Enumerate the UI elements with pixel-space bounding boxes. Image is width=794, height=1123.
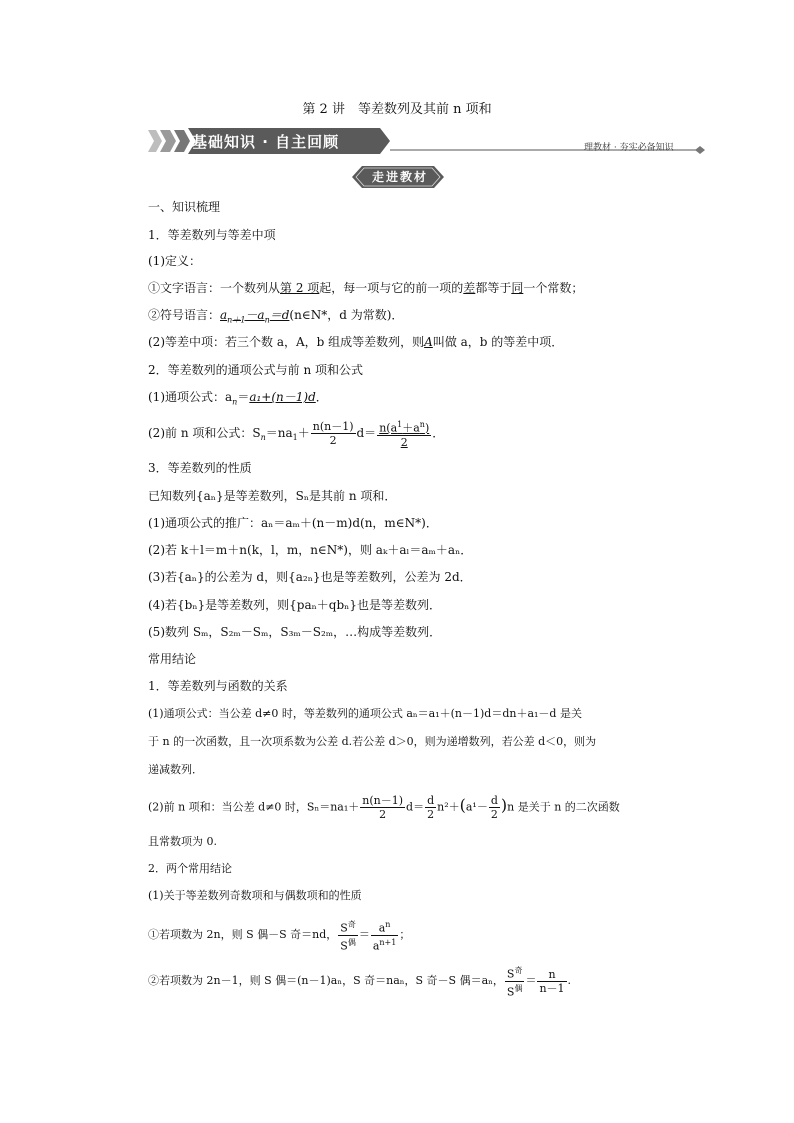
c1-paragraph-2b: 且常数项为 0. <box>148 835 217 848</box>
s1-symbolic: ②符号语言：$a_{n+1}-a_n=d(n\in N*$，d 为常数)． <box>148 308 404 325</box>
s2-general-term: (1)通项公式：$a_n=a_1+(n-1)d$． <box>148 390 328 407</box>
c1-paragraph-1b: 于 n 的一次函数，且一次项系数为公差 d.若公差 d＞0，则为递增数列，若公差 d＜0，则为 <box>148 735 597 748</box>
s1-text: ①文字语言：一个数列从第 2 项起，每一项与它的前一项的差都等于同一个常数； <box>148 281 584 295</box>
c2-paragraph-3: ②若项数为 2n－1，则 S 偶＝(n－1)aₙ，S 奇＝naₙ，S 奇－S 偶＝aₙ， $\frac{S^奇}{S^偶}$ ＝ $\frac{n}{n-1}$ . <box>148 966 572 999</box>
s3-property-2: (2)若 k＋l＝m＋n(k，l，m，n∈N*)，则 aₖ＋aₗ＝aₘ＋aₙ． <box>148 543 473 557</box>
s2-sum-formula: (2)前 n 项和公式：$S_n=na_1+$ $\frac{n(n-1)}{2}$ d＝ $\frac{n(a^1+a^n)}{2}$ ． <box>148 419 445 449</box>
page-title: 第 2 讲 等差数列及其前 n 项和 <box>302 102 492 117</box>
c1-paragraph-2: (2)前 n 项和：当公差 d≠0 时，Sₙ＝na₁＋ $\frac{n(n-1)}{2}$ d＝ $\frac{d}{2}$ n²＋(a¹－ $\frac{d}{2}$ )n 是关于 n 的二次函数 <box>148 794 620 821</box>
c2-paragraph-2: ①若项数为 2n，则 S 偶－S 奇＝nd， $\frac{S^奇}{S^偶}$ ＝ $\frac{a^n}{a^{n+1}}$ ； <box>148 920 411 953</box>
s3-property-4: (4)若{bₙ}是等差数列，则{paₙ＋qbₙ}也是等差数列． <box>148 598 441 612</box>
s1-middle-term: (2)等差中项：若三个数 a，A，b 组成等差数列，则A叫做 a，b 的等差中项． <box>148 335 564 349</box>
s1-title: 1．等差数列与等差中项 <box>148 228 276 242</box>
c2-title: 2．两个常用结论 <box>148 862 232 875</box>
c1-title: 1．等差数列与函数的关系 <box>148 679 288 693</box>
s1-def: (1)定义： <box>148 254 201 268</box>
s3-property-1: (1)通项公式的推广：aₙ＝aₘ＋(n－m)d(n，m∈N*)． <box>148 516 438 530</box>
s3-intro: 已知数列{aₙ}是等差数列，Sₙ是其前 n 项和． <box>148 489 397 503</box>
s3-title: 3．等差数列的性质 <box>148 461 252 475</box>
heading-knowledge: 一、知识梳理 <box>148 200 221 214</box>
c1-paragraph-1a: (1)通项公式：当公差 d≠0 时，等差数列的通项公式 aₙ＝a₁＋(n－1)d＝dn＋a₁－d 是关 <box>148 707 582 720</box>
banner-left-label: 基础知识 · 自主回顾 <box>192 133 340 151</box>
c1-paragraph-1c: 递减数列． <box>148 763 203 776</box>
sub-banner-label: 走进教材 <box>371 170 428 184</box>
common-conclusions: 常用结论 <box>148 652 197 666</box>
s3-property-5: (5)数列 Sₘ，S₂ₘ－Sₘ，S₃ₘ－S₂ₘ，…构成等差数列． <box>148 625 442 639</box>
s3-property-3: (3)若{aₙ}的公差为 d，则{a₂ₙ}也是等差数列，公差为 2d． <box>148 570 472 584</box>
banner-right-label: 理教材 · 夯实必备知识 <box>584 143 674 153</box>
s2-title: 2．等差数列的通项公式与前 n 项和公式 <box>148 363 363 377</box>
c2-paragraph-1: (1)关于等差数列奇数项和与偶数项和的性质 <box>148 889 362 902</box>
